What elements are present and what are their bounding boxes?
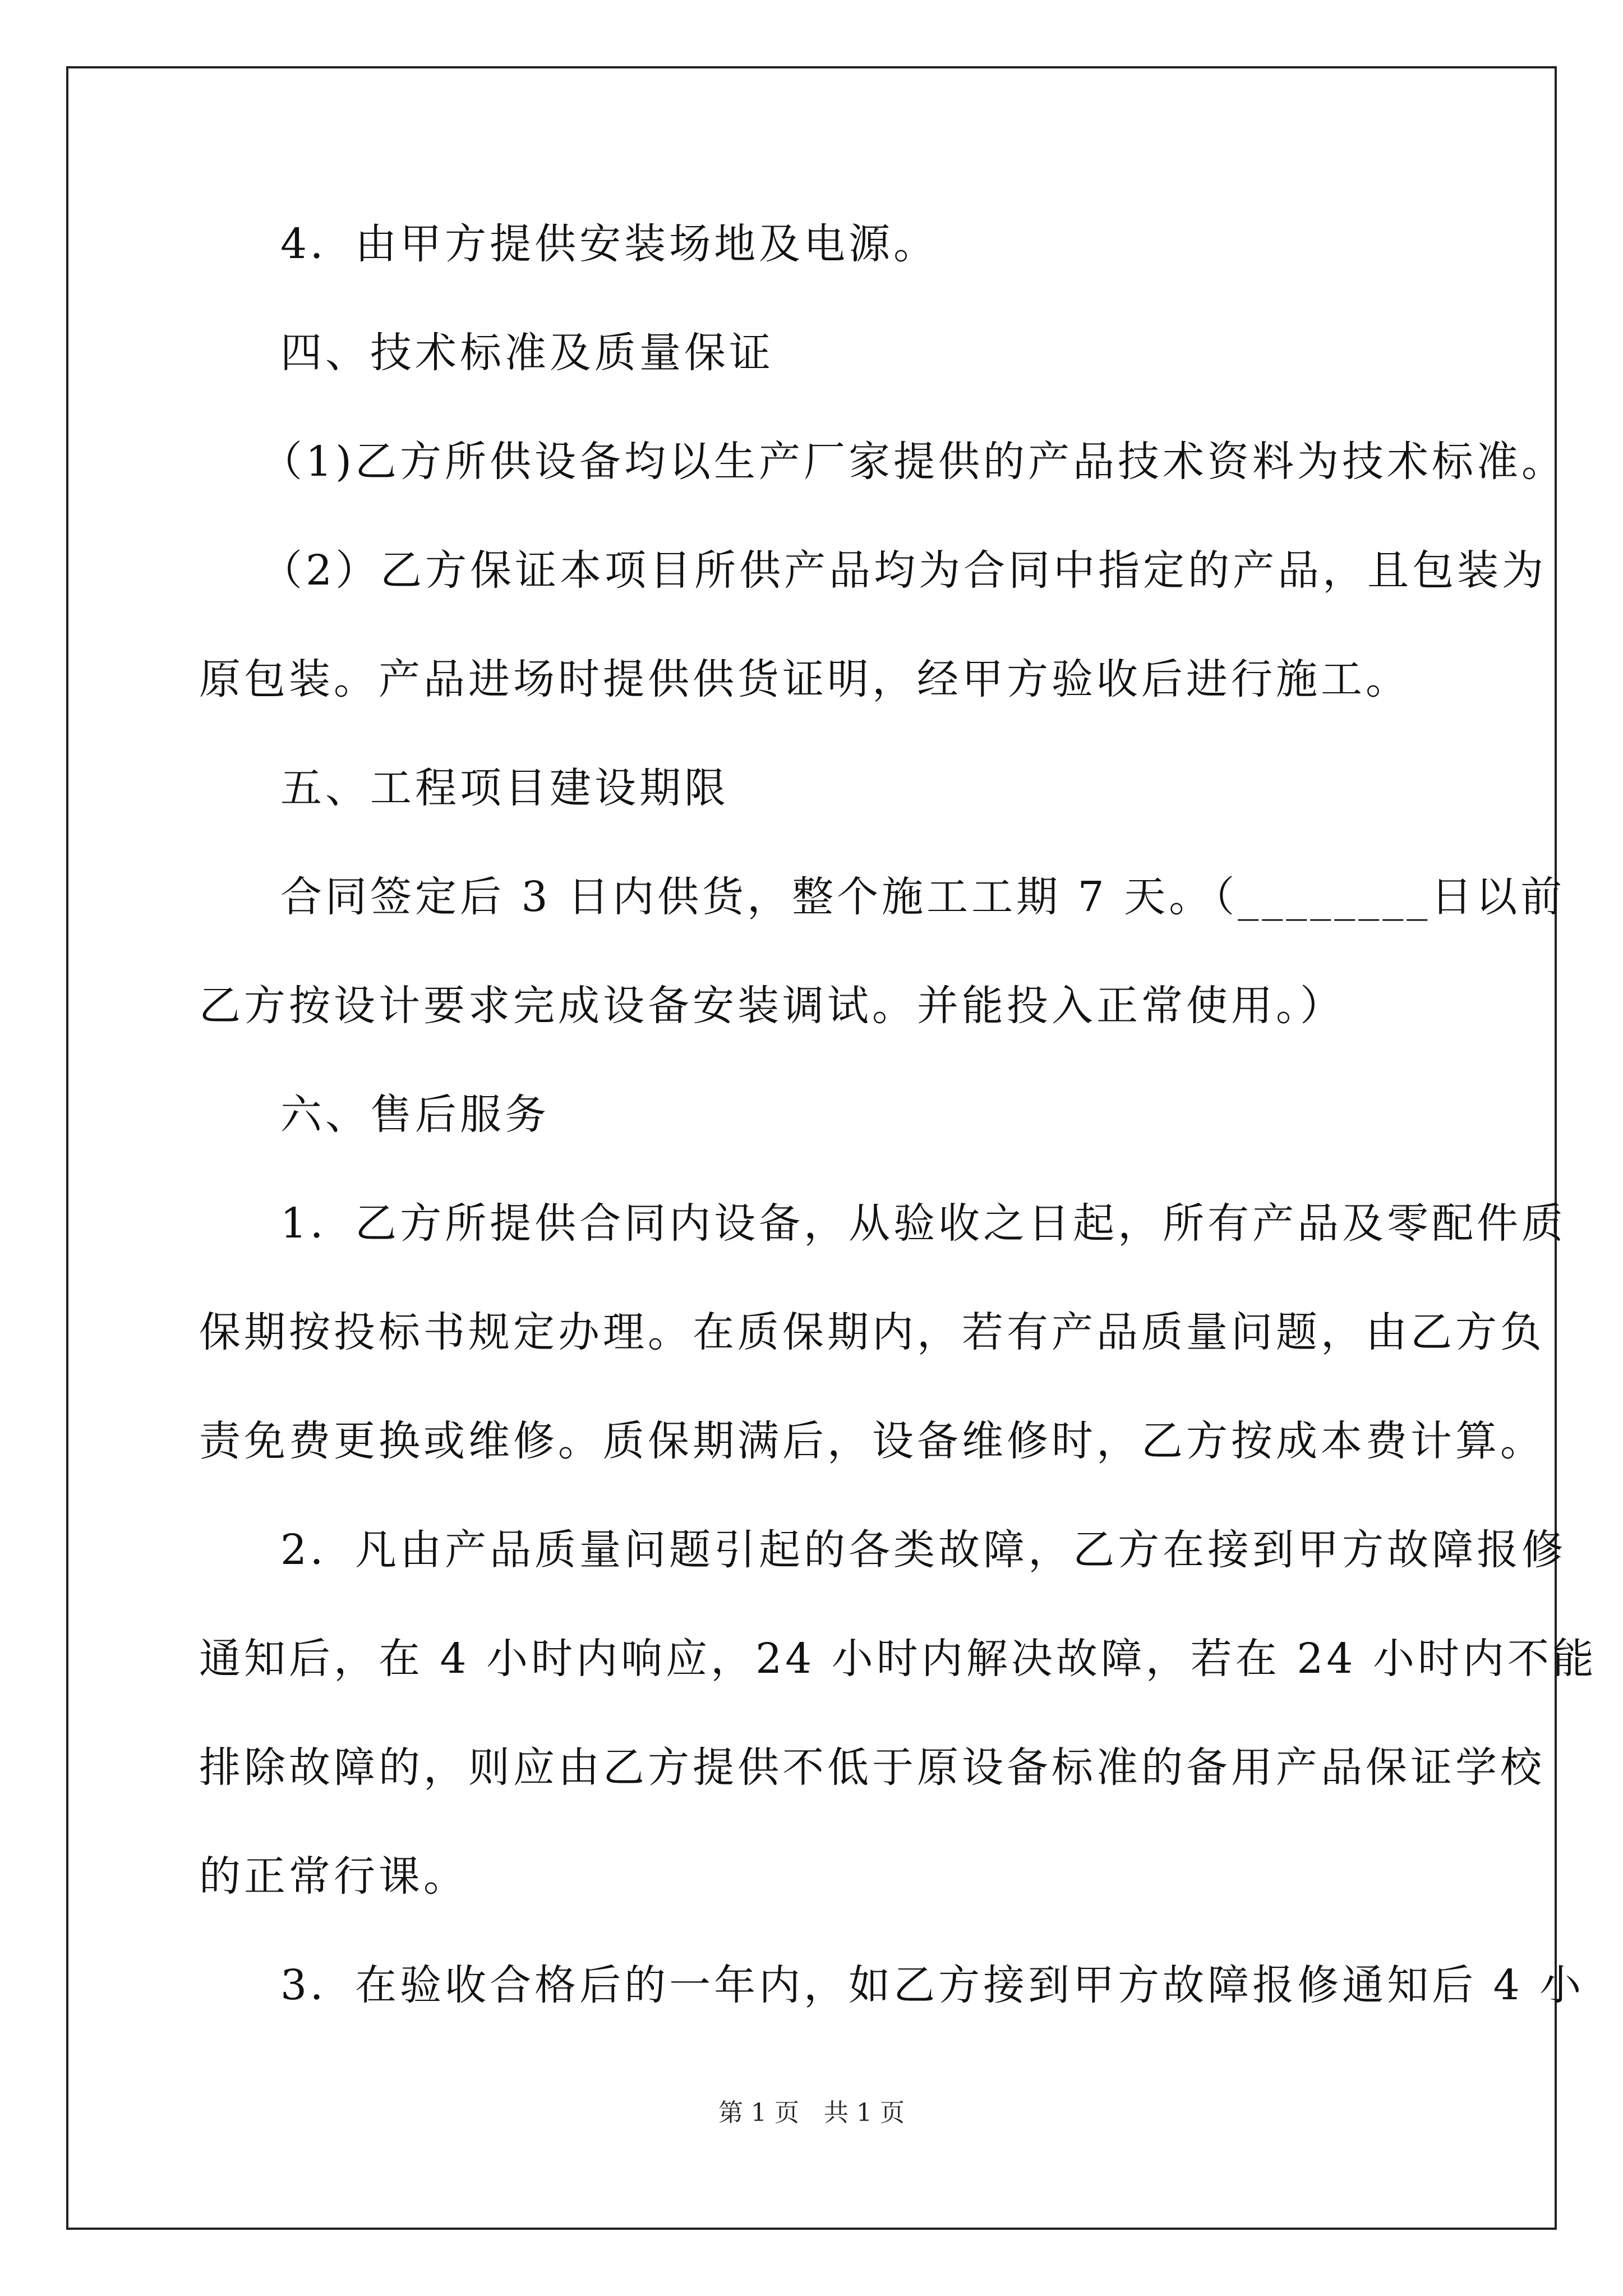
section-heading: 四、技术标准及质量保证 [280, 329, 774, 377]
text-line: 通知后，在 4 小时内响应，24 小时内解决故障，若在 24 小时内不能 [199, 1635, 1598, 1683]
text-line: 乙方按设计要求完成设备安装调试。并能投入正常使用。） [199, 982, 1345, 1030]
text-line: 3．在验收合格后的一年内，如乙方接到甲方故障报修通知后 4 小 [280, 1961, 1585, 2009]
section-heading: 五、工程项目建设期限 [280, 764, 729, 812]
text-line: （2）乙方保证本项目所供产品均为合同中指定的产品，且包装为 [261, 546, 1547, 595]
text-line: 的正常行课。 [199, 1852, 468, 1901]
text-line: 排除故障的，则应由乙方提供不低于原设备标准的备用产品保证学校 [199, 1743, 1545, 1792]
text-line: 2．凡由产品质量问题引起的各类故障，乙方在接到甲方故障报修 [280, 1526, 1567, 1574]
text-line: 原包装。产品进场时提供供货证明，经甲方验收后进行施工。 [199, 655, 1410, 703]
text-line: 合同签定后 3 日内供货，整个施工工期 7 天。（________日以前 [280, 873, 1566, 921]
text-line: （1)乙方所供设备均以生产厂家提供的产品技术资料为技术标准。 [261, 438, 1566, 486]
text-line: 责免费更换或维修。质保期满后，设备维修时，乙方按成本费计算。 [199, 1417, 1545, 1465]
section-heading: 六、售后服务 [280, 1091, 550, 1139]
text-line: 保期按投标书规定办理。在质保期内，若有产品质量问题，由乙方负 [199, 1308, 1545, 1356]
page-footer: 第 1 页 共 1 页 [718, 2099, 905, 2127]
text-line: 4．由甲方提供安装场地及电源。 [280, 220, 939, 268]
text-line: 1．乙方所提供合同内设备，从验收之日起，所有产品及零配件质 [280, 1199, 1567, 1248]
